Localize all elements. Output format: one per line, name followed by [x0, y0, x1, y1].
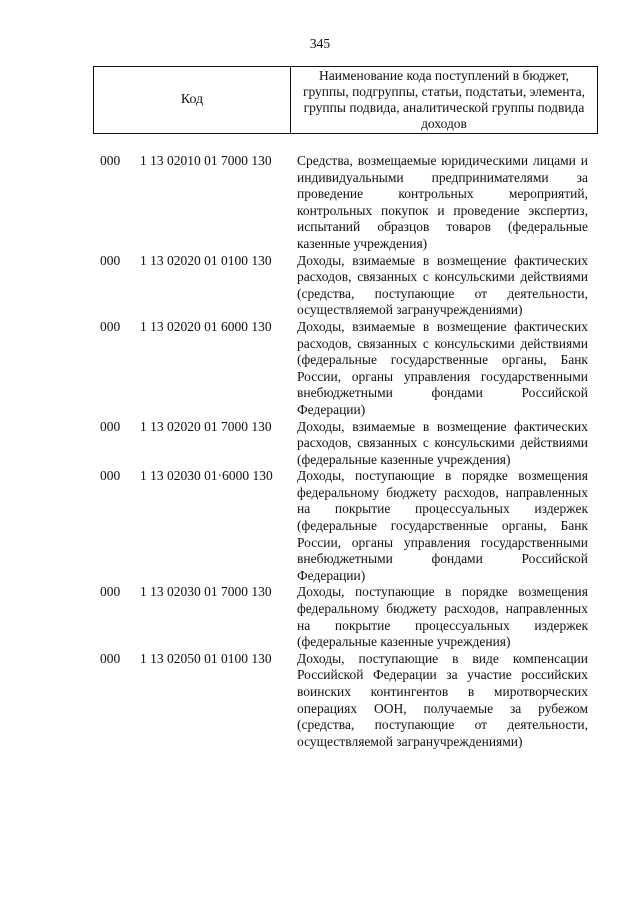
list-item: [100, 153, 590, 253]
revenue-code: 1 13 02020 01 6000 130: [140, 318, 272, 334]
list-item: [100, 584, 590, 650]
revenue-description: Доходы, поступающие в виде компенсации Российской Федерации за участие российских воинских контингентов в миротворческих операциях ООН, получаемые за рубежом (средства, поступающие от деятельности, осуществляемой загранучреждениями): [297, 650, 588, 749]
list-item: [100, 319, 590, 419]
revenue-code: 1 13 02010 01 7000 130: [140, 153, 272, 168]
entries-list: [100, 153, 590, 750]
admin-code: 000: [100, 650, 121, 666]
list-item: [100, 468, 590, 584]
admin-code: 000: [100, 318, 121, 334]
header-code-column: Код: [94, 67, 291, 133]
header-name-column: Наименование кода поступлений в бюджет, группы, подгруппы, статьи, подстатьи, элемента, группы подвида, аналитической группы подвида доходов: [302, 67, 586, 132]
admin-code: 000: [100, 418, 121, 434]
table-header: [93, 66, 598, 134]
list-item: [100, 253, 590, 319]
revenue-code: 1 13 02020 01 7000 130: [140, 418, 272, 434]
list-item: [100, 419, 590, 469]
revenue-code: 1 13 02020 01 0100 130: [140, 252, 272, 268]
admin-code: 000: [100, 153, 121, 168]
admin-code: 000: [100, 468, 121, 484]
revenue-description: Доходы, взимаемые в возмещение фактических расходов, связанных с консульскими действиями (федеральные казенные учреждения): [297, 418, 588, 467]
revenue-code: 1 13 02050 01 0100 130: [140, 650, 272, 666]
revenue-description: Доходы, поступающие в порядке возмещения федеральному бюджету расходов, направленных на покрытие процессуальных издержек (федеральные государственные органы, Банк России, органы управления государственными внебюджетными фондами Российской Федерации): [297, 468, 588, 583]
revenue-description: Средства, возмещаемые юридическими лицами и индивидуальными предпринимателями за проведение контрольных мероприятий, контрольных покупок и проведение экспертиз, испытаний образцов товаров (федеральные казенные учреждения): [297, 153, 588, 251]
revenue-description: Доходы, поступающие в порядке возмещения федеральному бюджету расходов, направленных на покрытие процессуальных издержек (федеральные казенные учреждения): [297, 584, 588, 650]
list-item: [100, 651, 590, 751]
revenue-code: 1 13 02030 01·6000 130: [140, 468, 273, 484]
admin-code: 000: [100, 584, 121, 600]
revenue-description: Доходы, взимаемые в возмещение фактических расходов, связанных с консульскими действиями (федеральные государственные органы, Банк России, органы управления государственными внебюджетными фондами Российской Федерации): [297, 318, 588, 417]
admin-code: 000: [100, 252, 121, 268]
page-number: 345: [309, 36, 331, 51]
revenue-code: 1 13 02030 01 7000 130: [140, 584, 272, 600]
revenue-description: Доходы, взимаемые в возмещение фактических расходов, связанных с консульскими действиями (средства, поступающие от деятельности, осуществляемой загранучреждениями): [297, 252, 588, 318]
